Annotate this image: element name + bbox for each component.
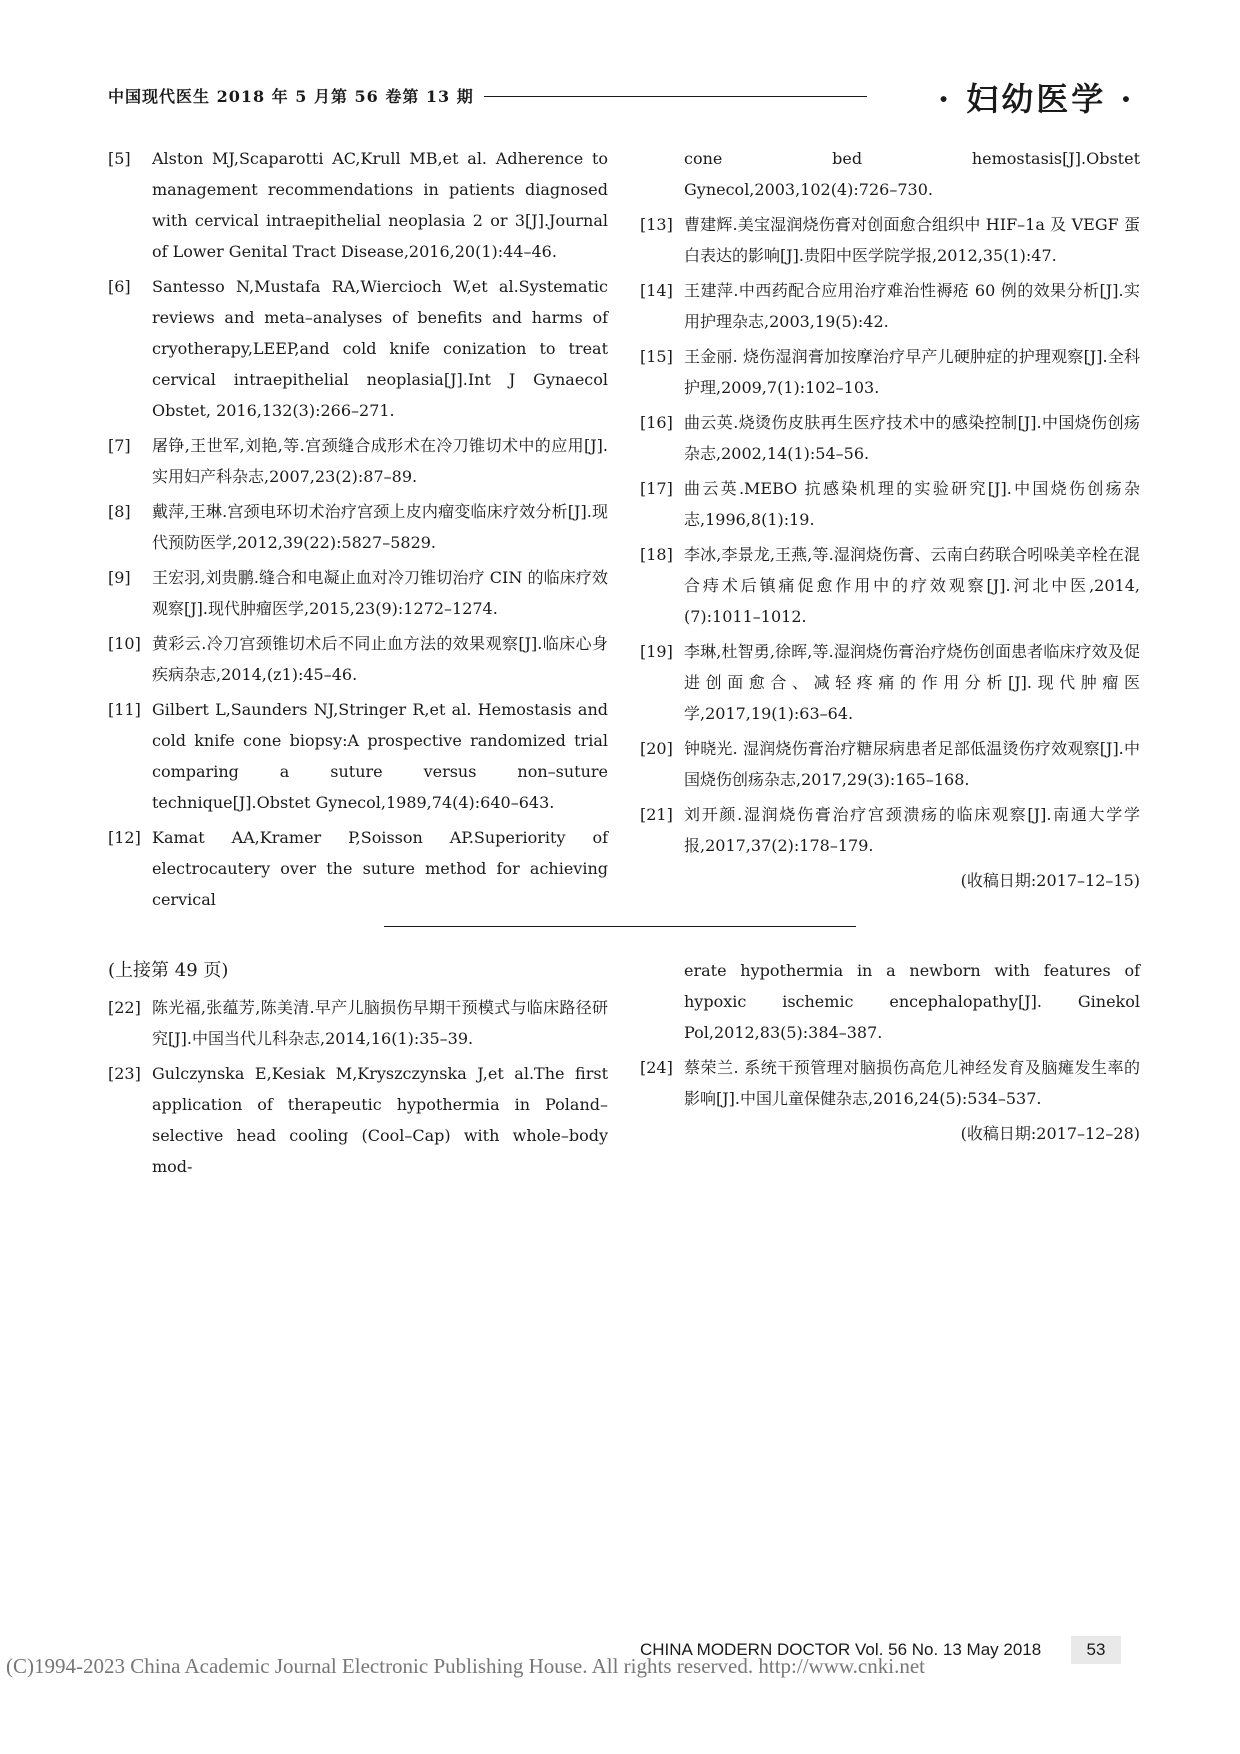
- reference-number: [13]: [640, 215, 673, 234]
- reference-item: [108, 1058, 608, 1182]
- reference-item: [108, 143, 608, 267]
- reference-item: [640, 733, 1140, 795]
- reference-item: [108, 271, 608, 426]
- reference-number: [5]: [108, 149, 131, 168]
- received-date: (收稿日期:2017–12–15): [960, 871, 1140, 890]
- reference-item: [108, 822, 608, 915]
- reference-item: [640, 473, 1140, 535]
- reference-number: [22]: [108, 998, 141, 1017]
- section-divider: [384, 926, 856, 927]
- reference-number: [12]: [108, 828, 141, 847]
- received-date: (收稿日期:2017–12–28): [960, 1124, 1140, 1143]
- continued-from-label: (上接第 49 页): [108, 960, 229, 981]
- footer-journal-info: CHINA MODERN DOCTOR Vol. 56 No. 13 May 2018: [640, 1640, 1042, 1659]
- reference-number: [6]: [108, 277, 131, 296]
- section-title: · 妇幼医学 ·: [938, 80, 1135, 118]
- reference-number: [11]: [108, 700, 141, 719]
- references-left-column: [108, 143, 608, 919]
- reference-item: [108, 628, 608, 690]
- reference-text: 刘开颜.湿润烧伤膏治疗宫颈溃疡的临床观察[J].南通大学学报,2017,37(2):178–179.: [684, 805, 1140, 855]
- reference-text: Santesso N,Mustafa RA,Wiercioch W,et al.Systematic reviews and meta–analyses of benefits and harms of cryotherapy,LEEP,and cold knife conization to treat cervical intraepithelial neoplasia[J].Int J Gynaecol Obstet, 2016,132(3):266–271.: [152, 277, 608, 420]
- reference-text: 李冰,李景龙,王燕,等.湿润烧伤膏、云南白药联合吲哚美辛栓在混合痔术后镇痛促愈作用中的疗效观察[J].河北中医,2014,(7):1011–1012.: [684, 545, 1140, 626]
- reference-number: [17]: [640, 479, 673, 498]
- continued-references-left: [108, 955, 608, 1186]
- reference-item: [640, 407, 1140, 469]
- reference-item: [108, 496, 608, 558]
- reference-item: [108, 992, 608, 1054]
- header-rule: [484, 96, 867, 97]
- running-header-journal: 中国现代医生 2018 年 5 月第 56 卷第 13 期: [108, 87, 474, 106]
- reference-text: 屠铮,王世军,刘艳,等.宫颈缝合成形术在冷刀锥切术中的应用[J].实用妇产科杂志,2007,23(2):87–89.: [152, 436, 608, 486]
- reference-number: [23]: [108, 1064, 141, 1083]
- reference-number: [16]: [640, 413, 673, 432]
- reference-text: 钟晓光. 湿润烧伤膏治疗糖尿病患者足部低温烫伤疗效观察[J].中国烧伤创疡杂志,2017,29(3):165–168.: [684, 739, 1140, 789]
- references-right-column: [640, 143, 1140, 896]
- reference-text: 王金丽. 烧伤湿润膏加按摩治疗早产儿硬肿症的护理观察[J].全科护理,2009,7(1):102–103.: [684, 347, 1140, 397]
- reference-number: [14]: [640, 281, 673, 300]
- reference-text: Kamat AA,Kramer P,Soisson AP.Superiority of electrocautery over the suture method for achieving cervical: [152, 828, 608, 909]
- reference-continuation: erate hypothermia in a newborn with features of hypoxic ischemic encephalopathy[J]. Ginekol Pol,2012,83(5):384–387.: [684, 961, 1140, 1042]
- reference-text: 黄彩云.冷刀宫颈锥切术后不同止血方法的效果观察[J].临床心身疾病杂志,2014,(z1):45–46.: [152, 634, 608, 684]
- continued-references-right: [640, 955, 1140, 1149]
- reference-number: [19]: [640, 642, 673, 661]
- reference-continuation: cone bed hemostasis[J].Obstet Gynecol,2003,102(4):726–730.: [684, 149, 1140, 199]
- reference-number: [20]: [640, 739, 673, 758]
- reference-text: 李琳,杜智勇,徐晖,等.湿润烧伤膏治疗烧伤创面患者临床疗效及促进创面愈合、减轻疼痛的作用分析[J].现代肿瘤医学,2017,19(1):63–64.: [684, 642, 1140, 723]
- reference-text: Alston MJ,Scaparotti AC,Krull MB,et al. Adherence to management recommendations in patients diagnosed with cervical intraepithelial neoplasia 2 or 3[J].Journal of Lower Genital Tract Disease,2016,20(1):44–46.: [152, 149, 608, 261]
- reference-text: 戴萍,王琳.宫颈电环切术治疗宫颈上皮内瘤变临床疗效分析[J].现代预防医学,2012,39(22):5827–5829.: [152, 502, 608, 552]
- reference-item: [108, 694, 608, 818]
- reference-item: [640, 799, 1140, 861]
- reference-item: [640, 539, 1140, 632]
- reference-number: [15]: [640, 347, 673, 366]
- reference-number: [8]: [108, 502, 131, 521]
- reference-number: [24]: [640, 1058, 673, 1077]
- reference-text: Gulczynska E,Kesiak M,Kryszczynska J,et al.The first application of therapeutic hypothermia in Poland– selective head cooling (Cool–Cap) with whole–body mod-: [152, 1064, 608, 1176]
- reference-text: Gilbert L,Saunders NJ,Stringer R,et al. Hemostasis and cold knife cone biopsy:A prospective randomized trial comparing a suture versus non–suture technique[J].Obstet Gynecol,1989,74(4):640–643.: [152, 700, 608, 812]
- reference-item: [640, 636, 1140, 729]
- reference-item: [640, 1052, 1140, 1114]
- reference-text: 王建萍.中西药配合应用治疗难治性褥疮 60 例的效果分析[J].实用护理杂志,2003,19(5):42.: [684, 281, 1140, 331]
- reference-text: 曹建辉.美宝湿润烧伤膏对创面愈合组织中 HIF–1a 及 VEGF 蛋白表达的影响[J].贵阳中医学院学报,2012,35(1):47.: [684, 215, 1140, 265]
- reference-item: [640, 341, 1140, 403]
- reference-item: [108, 562, 608, 624]
- reference-number: [9]: [108, 568, 131, 587]
- reference-item: [640, 209, 1140, 271]
- reference-text: 蔡荣兰. 系统干预管理对脑损伤高危儿神经发育及脑瘫发生率的影响[J].中国儿童保健杂志,2016,24(5):534–537.: [684, 1058, 1140, 1108]
- reference-number: [7]: [108, 436, 131, 455]
- reference-item: [108, 430, 608, 492]
- reference-item: [640, 275, 1140, 337]
- page-number: 53: [1071, 1636, 1121, 1664]
- reference-text: 曲云英.烧烫伤皮肤再生医疗技术中的感染控制[J].中国烧伤创疡杂志,2002,14(1):54–56.: [684, 413, 1140, 463]
- reference-number: [21]: [640, 805, 673, 824]
- reference-number: [10]: [108, 634, 141, 653]
- reference-text: 陈光福,张蕴芳,陈美清.早产儿脑损伤早期干预模式与临床路径研究[J].中国当代儿科杂志,2014,16(1):35–39.: [152, 998, 608, 1048]
- reference-text: 王宏羽,刘贵鹏.缝合和电凝止血对冷刀锥切治疗 CIN 的临床疗效观察[J].现代肿瘤医学,2015,23(9):1272–1274.: [152, 568, 608, 618]
- copyright-notice: (C)1994-2023 China Academic Journal Electronic Publishing House. All rights reserved. http://www.cnki.net: [6, 1654, 925, 1678]
- reference-number: [18]: [640, 545, 673, 564]
- reference-text: 曲云英.MEBO 抗感染机理的实验研究[J].中国烧伤创疡杂志,1996,8(1):19.: [684, 479, 1140, 529]
